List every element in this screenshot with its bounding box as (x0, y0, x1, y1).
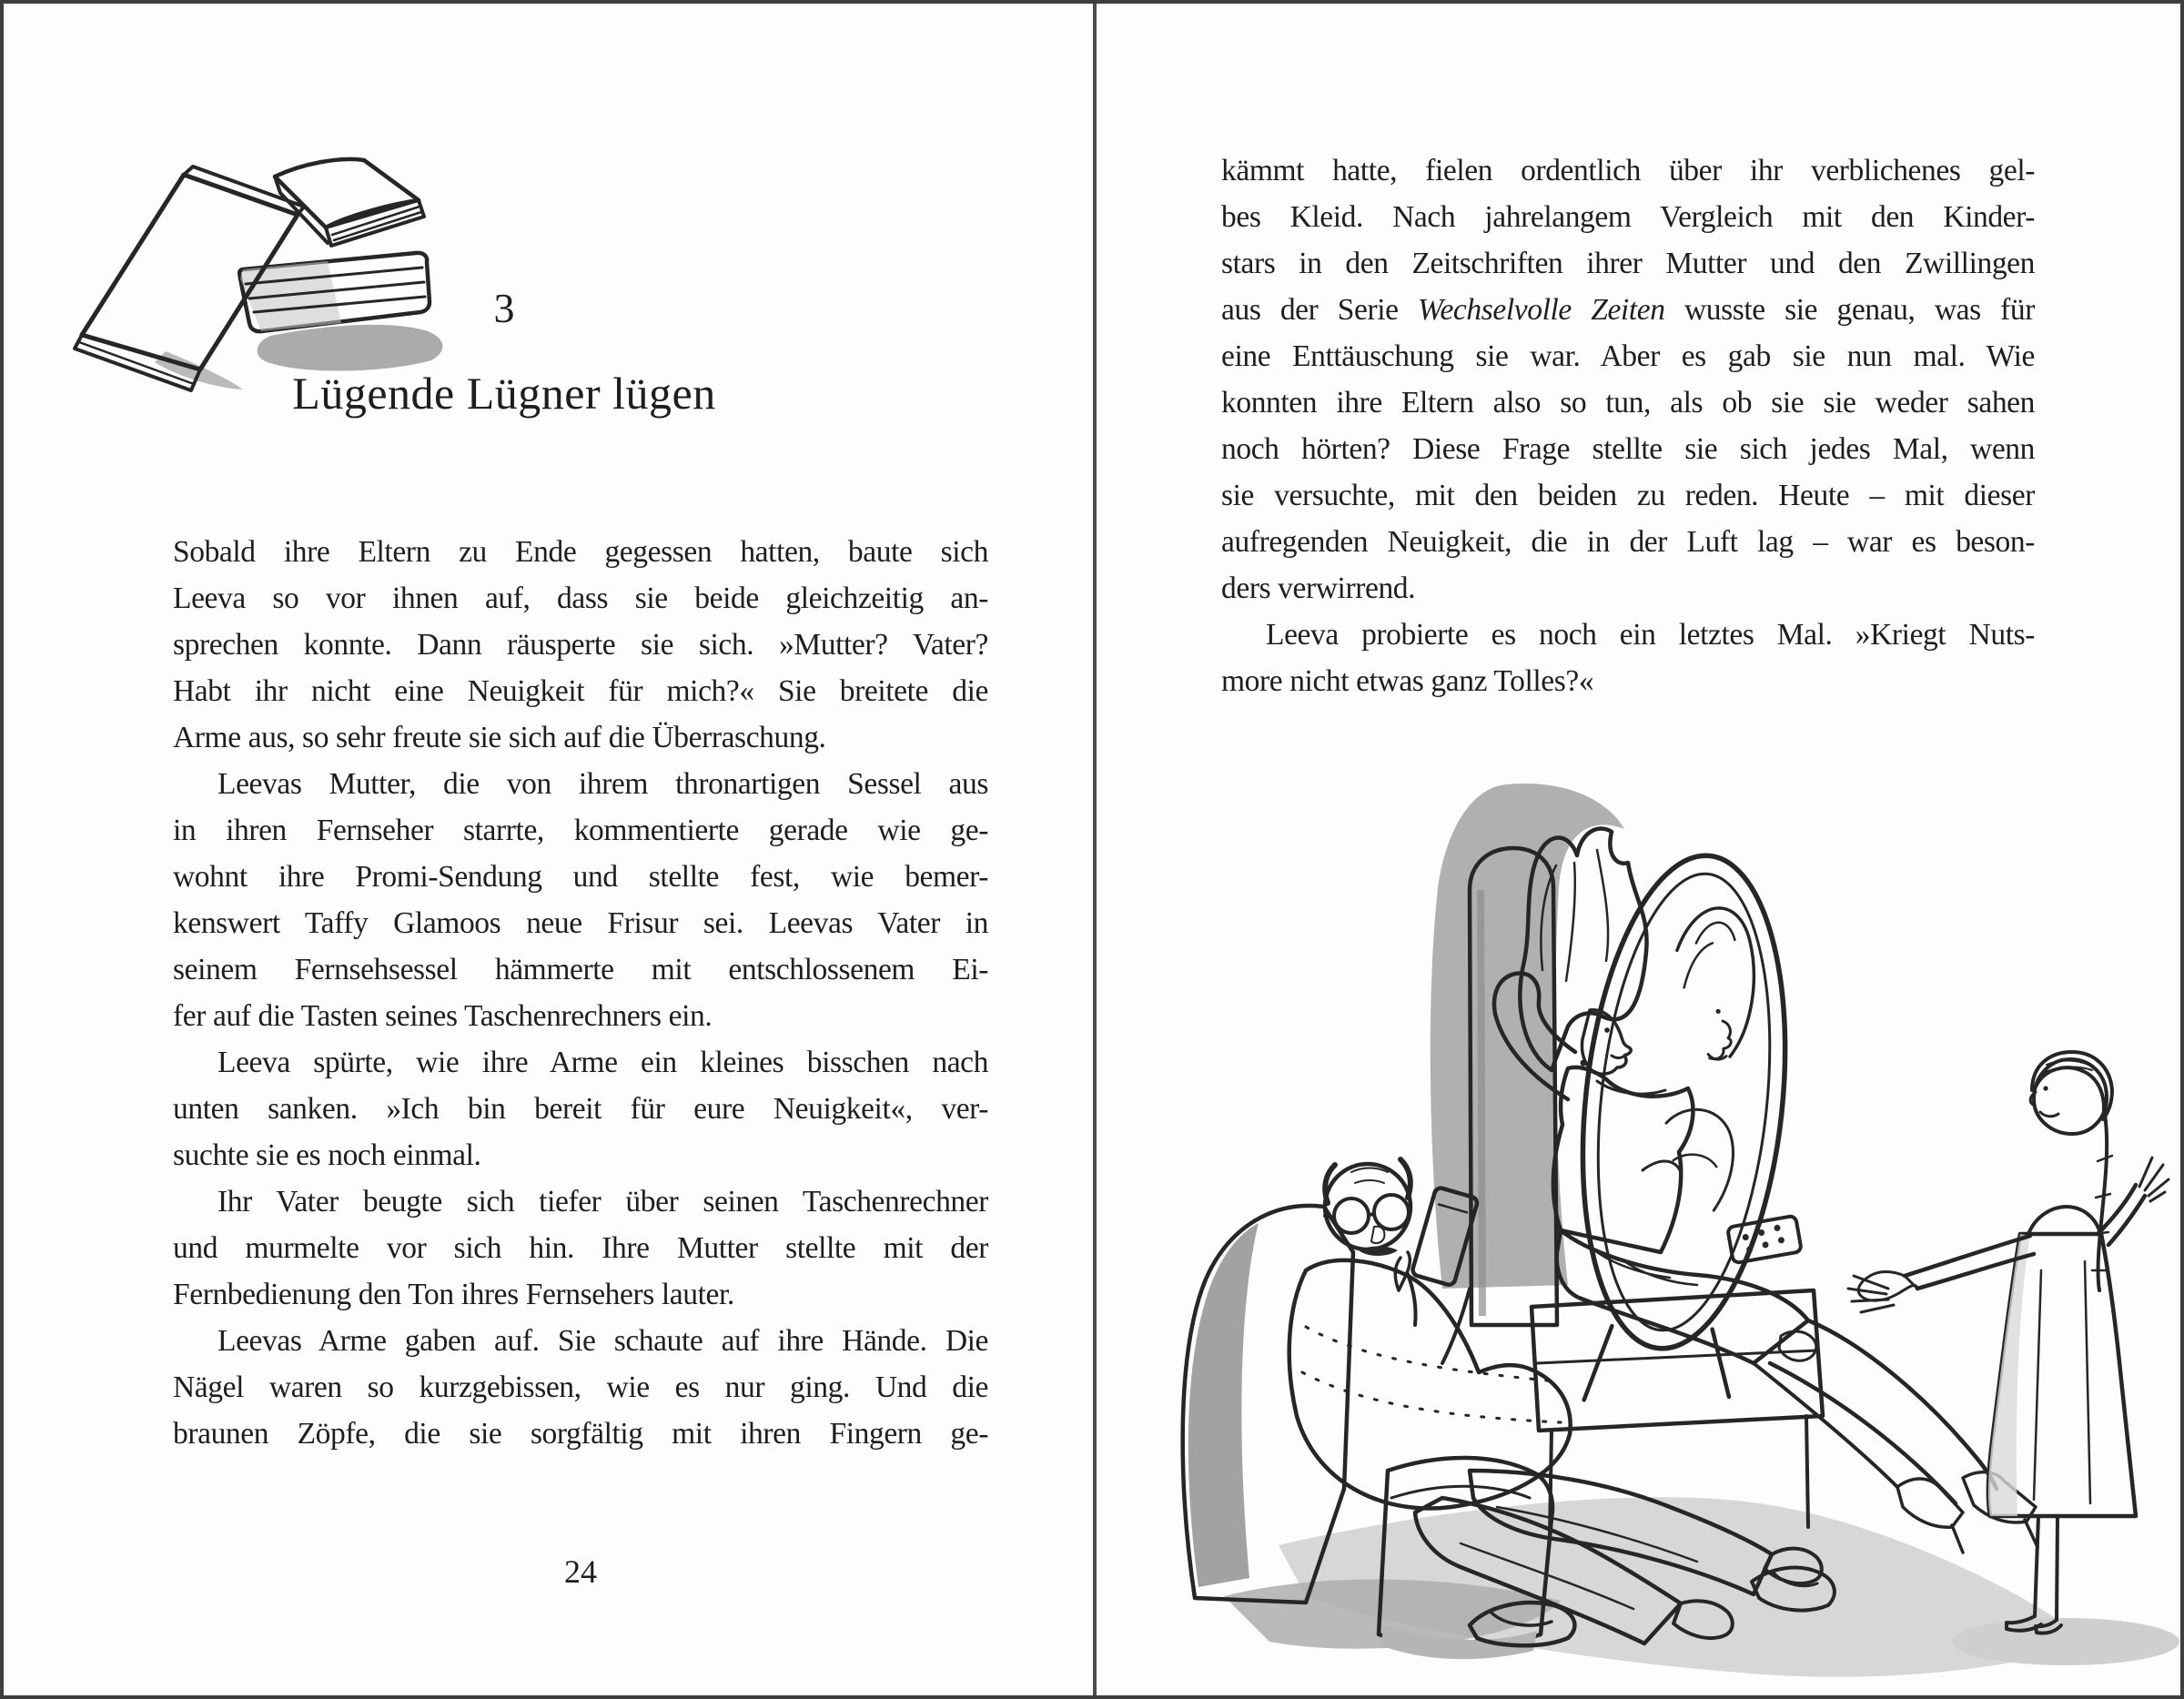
mother-hand-on-knee (1779, 1331, 1816, 1360)
text-line: Leeva spürte, wie ihre Arme ein kleines bisschen nach (217, 1046, 988, 1079)
text-line: in ihren Fernseher starrte, kommentierte gerade wie ge- (173, 814, 988, 847)
page-number: 24 (564, 1553, 597, 1590)
left-text-column (173, 529, 988, 1457)
text-line: wohnt ihre Promi-Sendung und stellte fest, wie bemer- (173, 860, 988, 894)
text-line: bes Kleid. Nach jahrelangem Vergleich mit den Kinder- (1221, 200, 2035, 234)
text-line: sprechen konnte. Dann räusperte sie sich. »Mutter? Vater? (173, 628, 988, 662)
girl-hair (2032, 1052, 2112, 1119)
text-line: Arme aus, so sehr freute sie sich auf die Überraschung. (173, 721, 826, 754)
text-line: Leeva probierte es noch ein letztes Mal. »Kriegt Nuts- (1266, 618, 2035, 652)
text-line: stars in den Zeitschriften ihrer Mutter und den Zwillingen (1221, 247, 2035, 280)
text-line: Habt ihr nicht eine Neuigkeit für mich?« Sie breitete die (173, 674, 988, 708)
girl-face (2034, 1059, 2107, 1134)
page-left (4, 4, 1093, 1695)
family-scene-illustration (1169, 779, 2184, 1689)
text-line: Nägel waren so kurzgebissen, wie es nur ging. Und die (173, 1370, 988, 1404)
mother-torso (1553, 1067, 1694, 1252)
text-line: eine Enttäuschung sie war. Aber es gab sie nun mal. Wie (1221, 339, 2035, 373)
text-line: unten sanken. »Ich bin bereit für eure Neuigkeit«, ver- (173, 1092, 988, 1126)
father-glasses (1325, 1195, 1409, 1233)
chapter-title: Lügende Lügner lügen (292, 368, 716, 419)
girl-shoulders (2028, 1207, 2099, 1234)
text-line: Ihr Vater beugte sich tiefer über seinen Taschenrechner (217, 1185, 988, 1219)
text-line: kämmt hatte, fielen ordentlich über ihr verblichenes gel- (1221, 154, 2035, 187)
high-heel-shoe-2 (1897, 1479, 1963, 1527)
text-line: Fernbedienung den Ton ihres Fernsehers lauter. (173, 1278, 734, 1311)
chapter-number: 3 (493, 285, 515, 331)
text-line: ders verwirrend. (1221, 571, 1416, 605)
text-line: Sobald ihre Eltern zu Ende gegessen hatten, baute sich (173, 535, 988, 569)
earring (1581, 1060, 1587, 1067)
text-line: aus der Serie Wechselvolle Zeiten wusste sie genau, was für (1221, 293, 2035, 327)
text-line: kenswert Taffy Glamoos neue Frisur sei. Leevas Vater in (173, 906, 988, 940)
text-line: Leevas Arme gaben auf. Sie schaute auf ihre Hände. Die (217, 1324, 988, 1358)
text-line: braunen Zöpfe, die sie sorgfältig mit ihren Fingern ge- (173, 1417, 988, 1451)
text-line: seinem Fernsehsessel hämmerte mit entschlossenem Ei- (173, 953, 988, 986)
text-line: suchte sie es noch einmal. (173, 1138, 481, 1172)
text-line: und murmelte vor sich hin. Ihre Mutter stellte mit der (173, 1231, 988, 1265)
text-line: aufregenden Neuigkeit, die in der Luft lag – war es beson- (1221, 525, 2035, 559)
page-right (1097, 4, 2184, 1695)
text-line: sie versuchte, mit den beiden zu reden. Heute – mit dieser (1221, 479, 2035, 512)
text-line: fer auf die Tasten seines Taschenrechners ein. (173, 999, 713, 1033)
mother-leg-front (1808, 1320, 1997, 1489)
text-line: more nicht etwas ganz Tolles?« (1221, 664, 1594, 698)
girl-legs (2035, 1516, 2058, 1620)
text-line: Leevas Mutter, die von ihrem thronartigen Sessel aus (217, 767, 988, 801)
text-line: Leeva so vor ihnen auf, dass sie beide gleichzeitig an- (173, 582, 988, 615)
books-illustration (56, 124, 457, 397)
text-line: konnten ihre Eltern also so tun, als ob sie sie weder sahen (1221, 386, 2035, 420)
girl-left-hand (1848, 1272, 1917, 1313)
text-line: noch hörten? Diese Frage stellte sie sich jedes Mal, wenn (1221, 432, 2035, 466)
mirror-reflection (1651, 904, 1762, 1212)
father-nose (1371, 1227, 1384, 1243)
right-text-column (1221, 147, 2035, 704)
